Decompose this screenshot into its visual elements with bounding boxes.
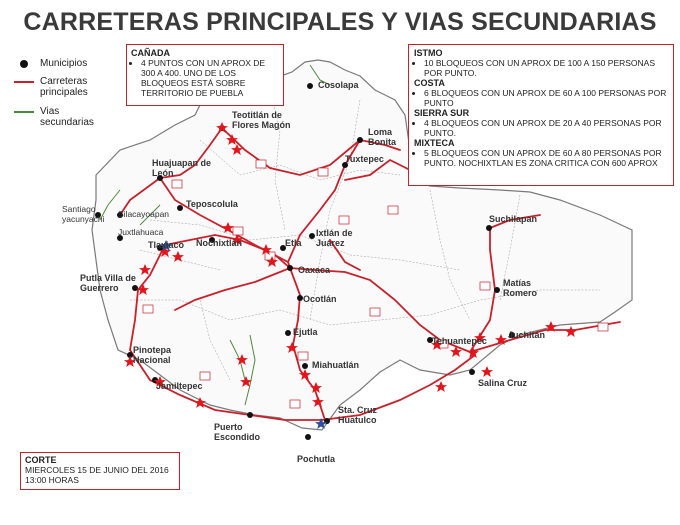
canada-box	[126, 44, 284, 106]
city-ixtlan: Ixtlán de Juárez	[316, 228, 353, 248]
city-teposcolula: Teposcolula	[186, 199, 238, 209]
city-juchitan: Juchitán	[508, 330, 546, 340]
city-pochutla: Pochutla	[297, 454, 336, 464]
canada-text: • 4 PUNTOS CON UN APROX DE 300 A 400. UNO DE LOS BLOQUEOS ESTÁ SOBRE TERRITORIO DE PUEBLA	[141, 58, 279, 98]
city-miahuatlan: Miahuatlán	[312, 360, 360, 370]
sierra-sur-heading: SIERRA SUR	[414, 108, 470, 118]
blockade-star-icon	[565, 326, 577, 337]
corte-box	[20, 452, 180, 490]
city-ocotlan: Ocotlán	[303, 294, 337, 304]
mixteca-text: • 5 BLOQUEOS CON UN APROX DE 60 A 80 PERSONAS POR PUNTO. NOCHIXTLAN ES ZONA CRITICA CON 600 APROX	[424, 148, 668, 168]
regions-box	[408, 44, 674, 186]
city-juxtlahuaca: Juxtlahuaca	[118, 227, 164, 237]
city-silacayoapan: Silacayoapan	[118, 209, 170, 219]
city-cosolapa: Cosolapa	[318, 80, 359, 90]
map-title: CARRETERAS PRINCIPALES Y VIAS SECUNDARIAS	[23, 8, 657, 36]
city-puerto-escondido: Puerto Escondido	[214, 422, 261, 442]
istmo-text: • 10 BLOQUEOS CON UN APROX DE 100 A 150 PERSONAS POR PUNTO.	[424, 58, 668, 78]
legend-municipios-label: Municipios	[40, 58, 88, 69]
city-huatulco: Sta. Cruz Huatulco	[338, 405, 378, 425]
city-loma-bonita: Loma Bonita	[368, 127, 396, 147]
city-nochixtlan: Nochixtlán	[196, 238, 243, 248]
city-ejutla: Ejutla	[293, 327, 318, 337]
istmo-heading: ISTMO	[414, 48, 443, 58]
city-matias-romero: Matías Romero	[503, 278, 538, 298]
legend-carreteras-label: Carreteras principales	[40, 76, 88, 98]
city-etla: Etla	[285, 238, 302, 248]
city-huajuapan: Huajuapan de León	[152, 158, 212, 178]
costa-heading: COSTA	[414, 78, 445, 88]
canada-heading: CAÑADA	[131, 48, 170, 58]
corte-date: MIERCOLES 15 DE JUNIO DEL 2016	[25, 465, 169, 475]
city-tuxtepec: Tuxtepec	[345, 154, 384, 164]
city-suchilapan: Suchilapan	[489, 214, 538, 224]
city-tehuantepec: Tehuantepec	[432, 336, 487, 346]
corte-heading: CORTE	[25, 455, 57, 465]
city-teotitlan: Teotitlán de Flores Magón	[232, 110, 291, 130]
city-jamiltepec: Jamiltepec	[156, 381, 203, 391]
mixteca-heading: MIXTECA	[414, 138, 455, 148]
city-putla: Putla Villa de Guerrero	[80, 273, 136, 293]
legend-vias-label: Vias secundarias	[40, 106, 94, 128]
costa-text: • 6 BLOQUEOS CON UN APROX DE 60 A 100 PERSONAS POR PUNTO	[424, 88, 668, 108]
city-pinotepa: Pinotepa Nacional	[133, 345, 172, 365]
city-salina-cruz: Salina Cruz	[478, 378, 528, 388]
city-oaxaca: Oaxaca	[298, 265, 331, 275]
blockade-star-icon	[481, 366, 493, 377]
city-santiago: Santiago yacunyachi	[62, 204, 105, 224]
blockade-star-icon	[435, 381, 447, 392]
sierra-sur-text: • 4 BLOQUEOS CON UN APROX DE 20 A 40 PERSONAS POR PUNTO.	[424, 118, 668, 138]
city-tlaxiaco: Tlaxiaco	[148, 240, 185, 250]
corte-time: 13:00 HORAS	[25, 475, 79, 485]
